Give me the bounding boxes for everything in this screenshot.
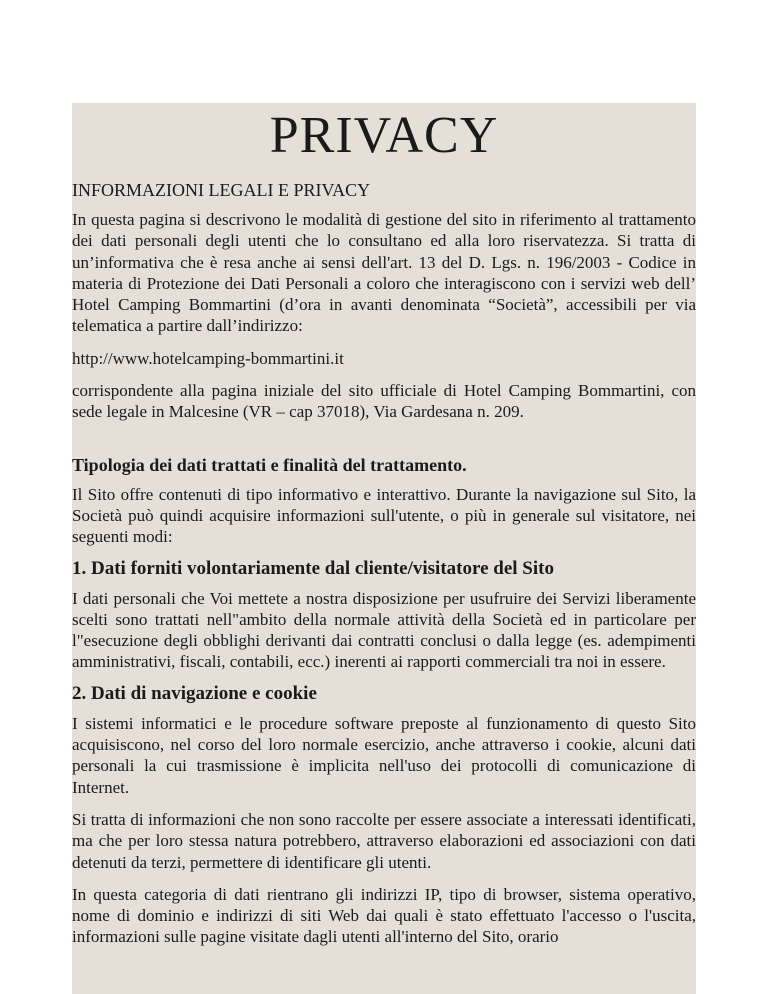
- intro-continuation: corrispondente alla pagina iniziale del sito ufficiale di Hotel Camping Bommartini, con sede legale in Malcesine (VR – cap 37018), Via Gardesana n. 209.: [72, 381, 696, 422]
- heading-2-paragraph-3: In questa categoria di dati rientrano gli indirizzi IP, tipo di browser, sistema operativo, nome di dominio e indirizzi di siti Web dai quali è stato effettuato l'accesso o l'uscita, informazioni sulle pagine visitate dagli utenti all'interno del Sito, orario: [72, 884, 696, 947]
- page-subtitle: INFORMAZIONI LEGALI E PRIVACY: [72, 180, 371, 200]
- document-page: [72, 103, 696, 994]
- site-url: http://www.hotelcamping-bommartini.it: [72, 348, 344, 368]
- heading-2-paragraph-2: Si tratta di informazioni che non sono raccolte per essere associate a interessati identificati, ma che per loro stessa natura potrebbero, attraverso elaborazioni ed associazioni con dati detenuti da terzi, permettere di identificare gli utenti.: [72, 809, 696, 872]
- heading-1-paragraph: I dati personali che Voi mettete a nostra disposizione per usufruire dei Servizi liberamente scelti sono trattati nell"ambito della normale attività della Società ed in particolare per l"esecuzione degli obblighi derivanti dai contratti conclusi o dalla legge (es. adempimenti amministrativi, fiscali, contabili, ecc.) inerenti ai rapporti commerciali tra noi in essere.: [72, 588, 696, 672]
- section-heading: Tipologia dei dati trattati e finalità del trattamento.: [72, 454, 467, 475]
- heading-1: 1. Dati forniti volontariamente dal cliente/visitatore del Sito: [72, 557, 554, 579]
- document-content: [72, 107, 696, 948]
- heading-2: 2. Dati di navigazione e cookie: [72, 682, 317, 704]
- section-paragraph: Il Sito offre contenuti di tipo informativo e interattivo. Durante la navigazione sul Sito, la Società può quindi acquisire informazioni sull'utente, o più in generale sul visitatore, nei seguenti modi:: [72, 484, 696, 547]
- page-title: PRIVACY: [269, 107, 499, 164]
- intro-paragraph: In questa pagina si descrivono le modalità di gestione del sito in riferimento al trattamento dei dati personali degli utenti che lo consultano ed alla loro riservatezza. Si tratta di un’informativa che è resa anche ai sensi dell'art. 13 del D. Lgs. n. 196/2003 - Codice in materia di Protezione dei Dati Personali a coloro che interagiscono con i servizi web dell’ Hotel Camping Bommartini (d’ora in avanti denominata “Società”, accessibili per via telematica a partire dall’indirizzo:: [72, 210, 696, 336]
- heading-2-paragraph-1: I sistemi informatici e le procedure software preposte al funzionamento di questo Sito acquisiscono, nel corso del loro normale esercizio, anche attraverso i cookie, alcuni dati personali la cui trasmissione è implicita nell'uso dei protocolli di comunicazione di Internet.: [72, 713, 696, 797]
